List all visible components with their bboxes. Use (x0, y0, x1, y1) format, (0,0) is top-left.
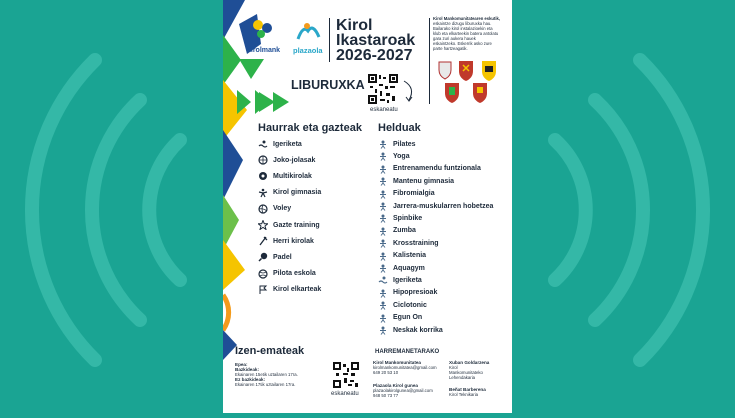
divider (329, 18, 330, 62)
booklet-title: LIBURUXKA (291, 78, 365, 92)
course-item (378, 225, 416, 237)
course-label: Aquagym (393, 264, 425, 272)
course-label: Hipopresioak (393, 289, 438, 297)
plazaola-logo (293, 21, 327, 57)
registration-title: Izen-emateak (235, 345, 305, 357)
bars-icon (378, 251, 388, 261)
course-label: Pilates (393, 140, 416, 148)
course-item (378, 150, 410, 162)
paddle-icon (258, 252, 268, 262)
course-label: Igeriketa (273, 140, 302, 148)
course-label: Neskak korrika (393, 326, 443, 334)
kirolmank-logo-text: kirolmank (247, 47, 281, 54)
divider (429, 18, 430, 104)
course-item (378, 175, 454, 187)
course-item (258, 154, 315, 166)
plazaola-logo-text: plazaola (293, 46, 323, 55)
course-label: Krosstraining (393, 239, 439, 247)
course-item (378, 312, 422, 324)
course-item (258, 138, 302, 150)
course-label: Mantenu gimnasia (393, 177, 455, 185)
contact-kirol-mankomunitatea: Kirol Mankomunitatea kirolmankomunitatea@gmail.com 649 20 53 10 (373, 360, 437, 376)
posture-icon (378, 201, 388, 211)
contact-plazaola: Plazaola Kirol gunea plazaolakirolgunea@gmail.com 948 50 73 77 (373, 383, 433, 399)
course-poster (223, 0, 512, 413)
course-label: Jarrera-muskularren hobetzea (393, 202, 494, 210)
course-item (258, 187, 321, 199)
course-label: Joko-jolasak (273, 156, 316, 164)
kids-section-title: Haurrak eta gazteak (258, 122, 362, 134)
flag-icon (258, 285, 268, 295)
booklet-qr-code[interactable] (368, 74, 398, 104)
yoga-icon (378, 151, 388, 161)
intro-text: Kirol Mankomunitatearen eskutik, eskaintze dizugu liburuxka hau. Bailarako kirol instalazioekin eta klub eta elkarteekin batera antolatu gara zuri aukera hauek eskaintzeko. Eskerrik asko zure parte hartzeagatik. (433, 16, 501, 51)
course-item (258, 219, 320, 231)
contact-title: HARREMANETARAKO (375, 349, 440, 355)
dance-icon (378, 226, 388, 236)
course-label: Voley (273, 205, 292, 213)
course-label: Entrenamendu funtzionala (393, 165, 481, 173)
course-label: Egun On (393, 314, 423, 322)
gym-icon (378, 176, 388, 186)
breath-icon (378, 288, 388, 298)
course-label: Yoga (393, 152, 410, 160)
course-item (378, 287, 437, 299)
running-icon (378, 325, 388, 335)
swimming-icon (378, 275, 388, 285)
course-item (258, 170, 312, 182)
course-item (378, 138, 416, 150)
bike-icon (378, 213, 388, 223)
course-item (378, 299, 427, 311)
course-item (378, 237, 439, 249)
pelota-icon (258, 269, 268, 279)
adults-section-title: Helduak (378, 122, 421, 134)
municipality-shields (437, 60, 507, 104)
contact-technician: Beñat Barberena Kirol Teknikaria (449, 387, 486, 397)
registration-dates: Epea: Bazkideak: Ekainaren 15etik uztailaren 17ra. Ez bazkideak: Ekainaren 17tik uztailaren 17ra. (235, 362, 298, 388)
booklet-scan-label: eskaneatu (370, 107, 398, 113)
course-label: Multikirolak (273, 172, 312, 180)
course-label: Igeriketa (393, 276, 422, 284)
kirolmank-logo (247, 17, 281, 55)
contact-president: Xuban Goldarzena Kirol Mankomunitateko Lehendakaria (449, 360, 490, 381)
fibro-icon (378, 189, 388, 199)
page-title: Kirol Ikastaroak 2026-2027 (336, 17, 416, 64)
axe-icon (258, 236, 268, 246)
aquagym-icon (378, 263, 388, 273)
course-label: Fibromialgia (393, 190, 435, 198)
course-label: Ciclotonic (393, 301, 427, 309)
course-item (258, 268, 316, 280)
course-item (378, 188, 435, 200)
course-item (378, 200, 493, 212)
volleyball-icon (258, 204, 268, 214)
ball-icon (258, 155, 268, 165)
star-icon (258, 220, 268, 230)
dumbbell-icon (378, 238, 388, 248)
sun-icon (378, 313, 388, 323)
course-item (378, 274, 422, 286)
chevron-decoration (235, 88, 280, 118)
course-label: Padel (273, 253, 292, 261)
course-label: Kalistenia (393, 252, 427, 260)
swimming-icon (258, 139, 268, 149)
course-item (378, 324, 443, 336)
course-item (378, 262, 425, 274)
course-item (258, 203, 291, 215)
pilates-icon (378, 139, 388, 149)
course-item (378, 250, 426, 262)
multisport-icon (258, 171, 268, 181)
registration-scan-label: eskaneatu (331, 391, 359, 397)
course-label: Spinbike (393, 214, 423, 222)
course-label: Pilota eskola (273, 270, 316, 278)
course-item (258, 235, 314, 247)
course-item (378, 212, 422, 224)
course-label: Kirol gimnasia (273, 189, 322, 197)
course-item (258, 284, 321, 296)
course-item (258, 251, 292, 263)
gymnast-icon (258, 188, 268, 198)
registration-qr-code[interactable] (333, 362, 359, 388)
course-item (378, 163, 481, 175)
cycle-icon (378, 300, 388, 310)
curved-arrow-icon (400, 78, 418, 104)
course-label: Kirol elkarteak (273, 286, 322, 294)
course-label: Gazte training (273, 221, 320, 229)
course-label: Zumba (393, 227, 416, 235)
course-label: Herri kirolak (273, 237, 314, 245)
training-icon (378, 164, 388, 174)
